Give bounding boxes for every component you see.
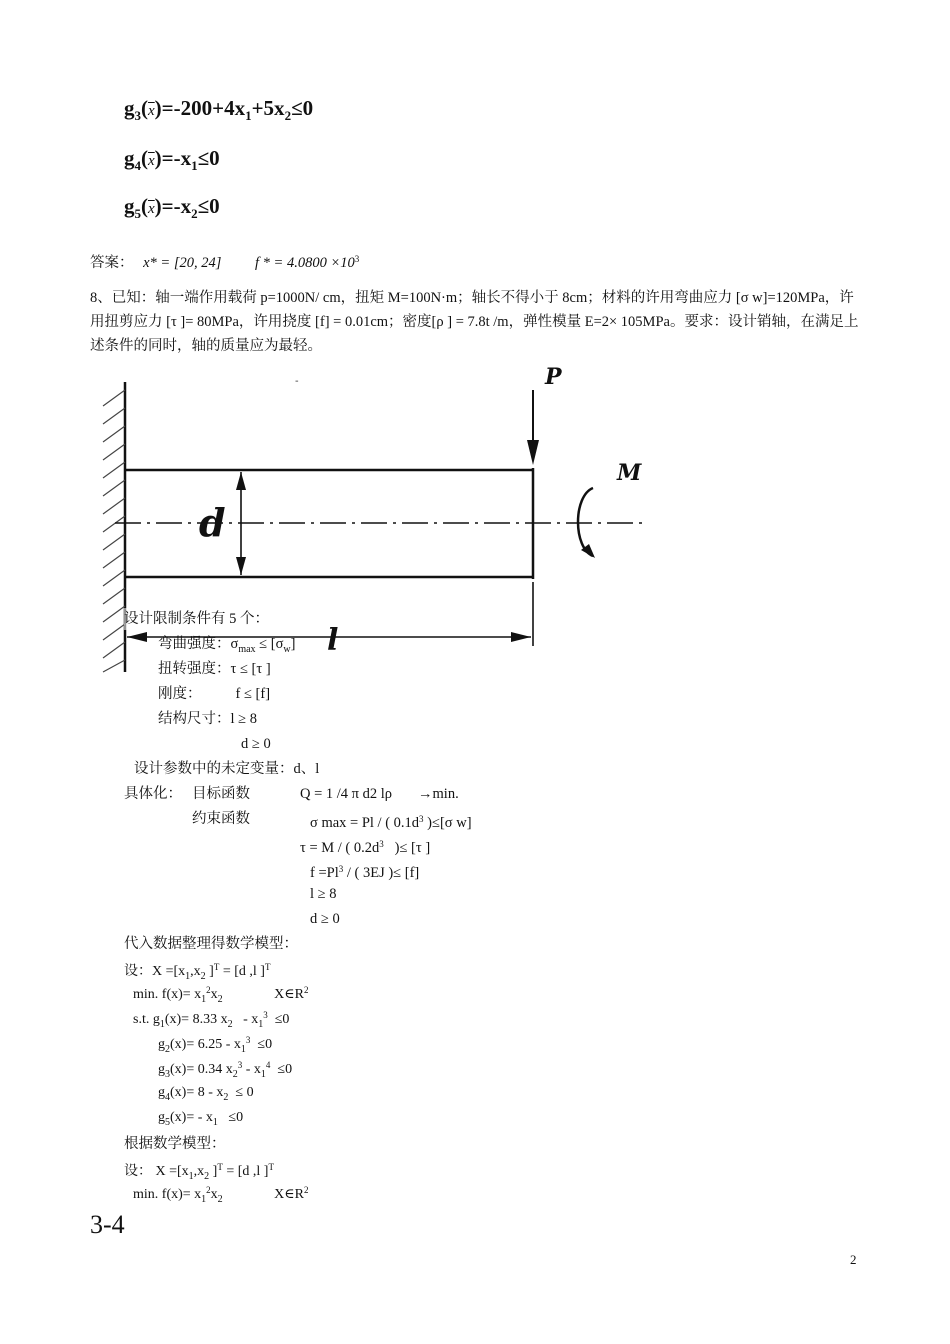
undetermined-vars: 设计参数中的未定变量：d、l <box>134 761 320 777</box>
equation-g5: $g_5(\overline{x})=-x_2\le 0$ <box>124 194 220 221</box>
d-arrow-top <box>236 472 246 490</box>
concretize-label: 具体化： <box>124 786 182 802</box>
model2-objective: min. $f(x)= x_1^2x_2$ $X\in R^2$ <box>133 1185 309 1205</box>
model-variables: 设：$X =[x_1,x_2$ ]$^T$ = [d ,l ]$^T$ <box>124 962 271 982</box>
moment-arc <box>578 488 593 556</box>
answer-x: x* = [20, 24] <box>143 255 222 271</box>
page-number: 2 <box>850 1252 857 1267</box>
label-l: l <box>327 623 339 658</box>
model2-intro: 根据数学模型： <box>124 1136 226 1152</box>
objective-label: 目标函数 <box>192 786 250 802</box>
constraint-func-2: τ = M / ( $0.2d^3$ )≤ [τ ] <box>300 839 431 856</box>
constraints-intro: 设计限制条件有 5 个： <box>124 608 269 630</box>
equation-g4: $g_4(\overline{x})=-x_1\le 0$ <box>124 146 220 173</box>
label-p: P <box>545 364 562 390</box>
section-label: 3-4 <box>90 1210 125 1239</box>
answer-line: 答案： x* = [20, 24] f * = $4.0800 \times 10^3$ <box>90 254 360 271</box>
constraint-torsion: 扭转强度：τ ≤ [τ ] <box>158 661 271 677</box>
wall-hatching <box>103 390 125 672</box>
d-arrow-bottom <box>236 557 246 575</box>
answer-f: f * = 4.0800 ×10 <box>255 255 355 271</box>
constraint-func-1: σ max = Pl / ( $0.1d^3$ )≤[σ w] <box>310 814 472 831</box>
model-g5: $g_5(x)= - x_1$ ≤0 <box>158 1110 244 1128</box>
constraint-stiffness: 刚度： f ≤ [f] <box>158 686 271 702</box>
model2-variables: 设： $X =[x_1,x_2$ ]$^T$ = [d ,l ]$^T$ <box>124 1162 274 1182</box>
label-m: M <box>617 460 642 486</box>
model-g4: $g_4(x)= 8 - x_2 \le 0$ <box>158 1085 254 1103</box>
constraint-func-3: $f =Pl^3$ / ( 3EJ )≤ [f] <box>310 864 420 881</box>
constraint-d: d ≥ 0 <box>241 736 271 752</box>
objective-expr: Q = 1 /4 π d2 lρ →min. <box>300 786 459 802</box>
constraint-func-4: l ≥ 8 <box>310 886 337 902</box>
constraint-func-label: 约束函数 <box>192 811 250 827</box>
dash-mark: - <box>295 376 299 387</box>
model-g1: s.t. $g_1(x)= 8.33$ $x_2$ - $x_1^3 \le 0$ <box>133 1010 290 1030</box>
model-g2: $g_2(x)= 6.25 - x_1^3 \le 0$ <box>158 1035 273 1055</box>
model-objective: min. $f(x)= x_1^2x_2$ $X\in R^2$ <box>133 985 309 1005</box>
constraint-bending: 弯曲强度：$\sigma_{max} \le [\sigma_w]$ <box>158 636 296 655</box>
constraint-func-5: d ≥ 0 <box>310 911 340 927</box>
problem-8-text: 8、已知：轴一端作用载荷 p=1000N/ cm，扭矩 M=100N·m；轴长不得小于 8cm；材料的许用弯曲应力 [σ w]=120MPa，许用扭剪应力 [τ ]= 80MPa，许用挠度 [f] = 0.01cm；密度[ρ ] = 7.8t /m，弹性模量 E=2× 105MPa。要求：设计销轴，在满足上述条件的同时，轴的质量应为最轻。 <box>90 290 859 354</box>
constraint-structure: 结构尺寸：l ≥ 8 <box>158 711 257 727</box>
l-arrow-right <box>511 632 531 642</box>
equation-g3: $g_3(\overline{x})=-200+4x_1+5x_2\le 0$ <box>124 96 314 123</box>
model-intro: 代入数据整理得数学模型： <box>124 936 298 952</box>
label-d: d <box>199 500 226 545</box>
answer-label: 答案： <box>90 255 134 271</box>
p-arrowhead <box>527 440 539 465</box>
model-g3: $g_3(x)= 0.34$ $x_2^3 - x_1^4 \le 0$ <box>158 1060 293 1080</box>
l-arrow-left <box>127 632 147 642</box>
shaft-diagram <box>95 360 655 680</box>
